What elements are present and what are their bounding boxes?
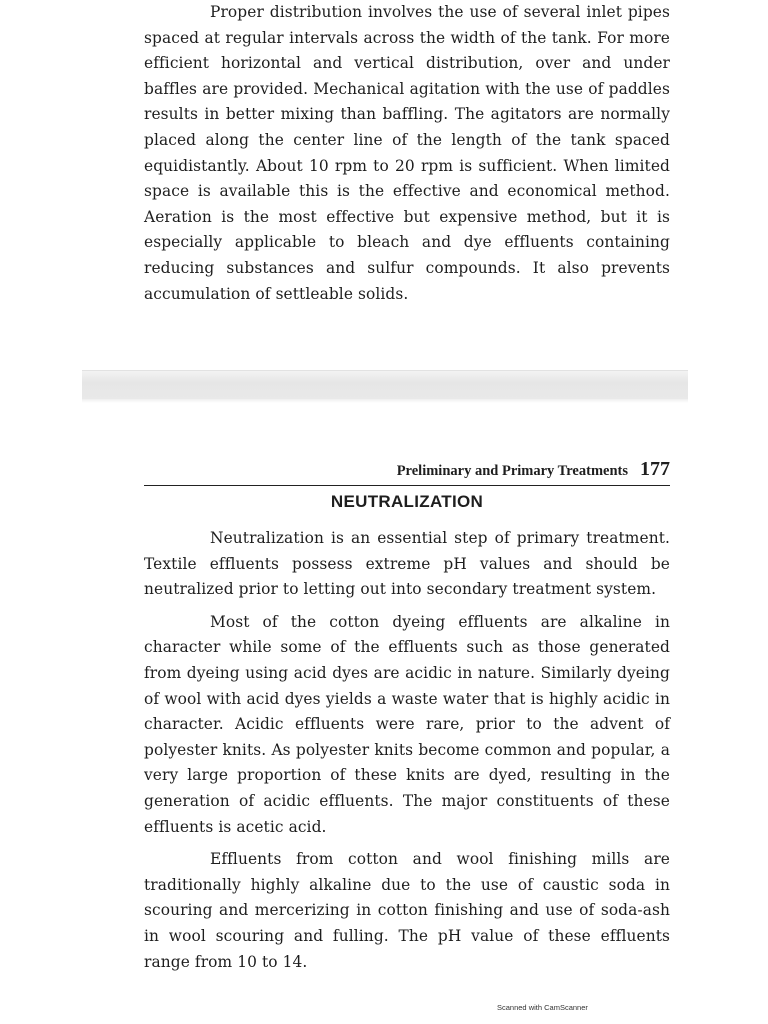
bottom-page-content	[144, 526, 670, 975]
running-head-title: Preliminary and Primary Treatments	[396, 463, 628, 479]
section-heading: NEUTRALIZATION	[330, 492, 484, 511]
page-separator-band	[82, 370, 688, 399]
page-number: 177	[640, 458, 670, 480]
top-page-content	[144, 0, 670, 307]
paragraph-finishing-mills: Effluents from cotton and wool finishing mills are traditionally highly alkaline due to the use of caustic soda in scouring and mercerizing in cotton finishing and use of soda-ash in wool scouring and fulling. The pH value of these effluents range from 10 to 14.	[144, 850, 670, 971]
paragraph-neutralization-intro: Neutralization is an essential step of primary treatment. Textile effluents possess extreme pH values and should be neutralized prior to letting out into secondary treatment system.	[144, 529, 670, 599]
paragraph-distribution: Proper distribution involves the use of several inlet pipes spaced at regular intervals across the width of the tank. For more efficient horizontal and vertical distribution, over and under baffles are provided. Mechanical agitation with the use of paddles results in better mixing than baffling. The agitators are normally placed along the center line of the length of the tank spaced equidistantly. About 10 rpm to 20 rpm is sufficient. When limited space is available this is the effective and economical method. Aeration is the most effective but expensive method, but it is especially applicable to bleach and dye effluents containing reducing substances and sulfur compounds. It also prevents accumulation of settleable solids.	[144, 3, 670, 303]
running-head	[144, 458, 670, 486]
paragraph-dyeing-effluents: Most of the cotton dyeing effluents are alkaline in character while some of the effluents such as those generated from dyeing using acid dyes are acidic in nature. Similarly dyeing of wool with acid dyes yields a waste water that is highly acidic in character. Acidic effluents were rare, prior to the advent of polyester knits. As polyester knits become common and popular, a very large proportion of these knits are dyed, resulting in the generation of acidic effluents. The major constituents of these effluents is acetic acid.	[144, 612, 670, 836]
scanner-watermark: Scanned with CamScanner	[497, 1003, 588, 1012]
